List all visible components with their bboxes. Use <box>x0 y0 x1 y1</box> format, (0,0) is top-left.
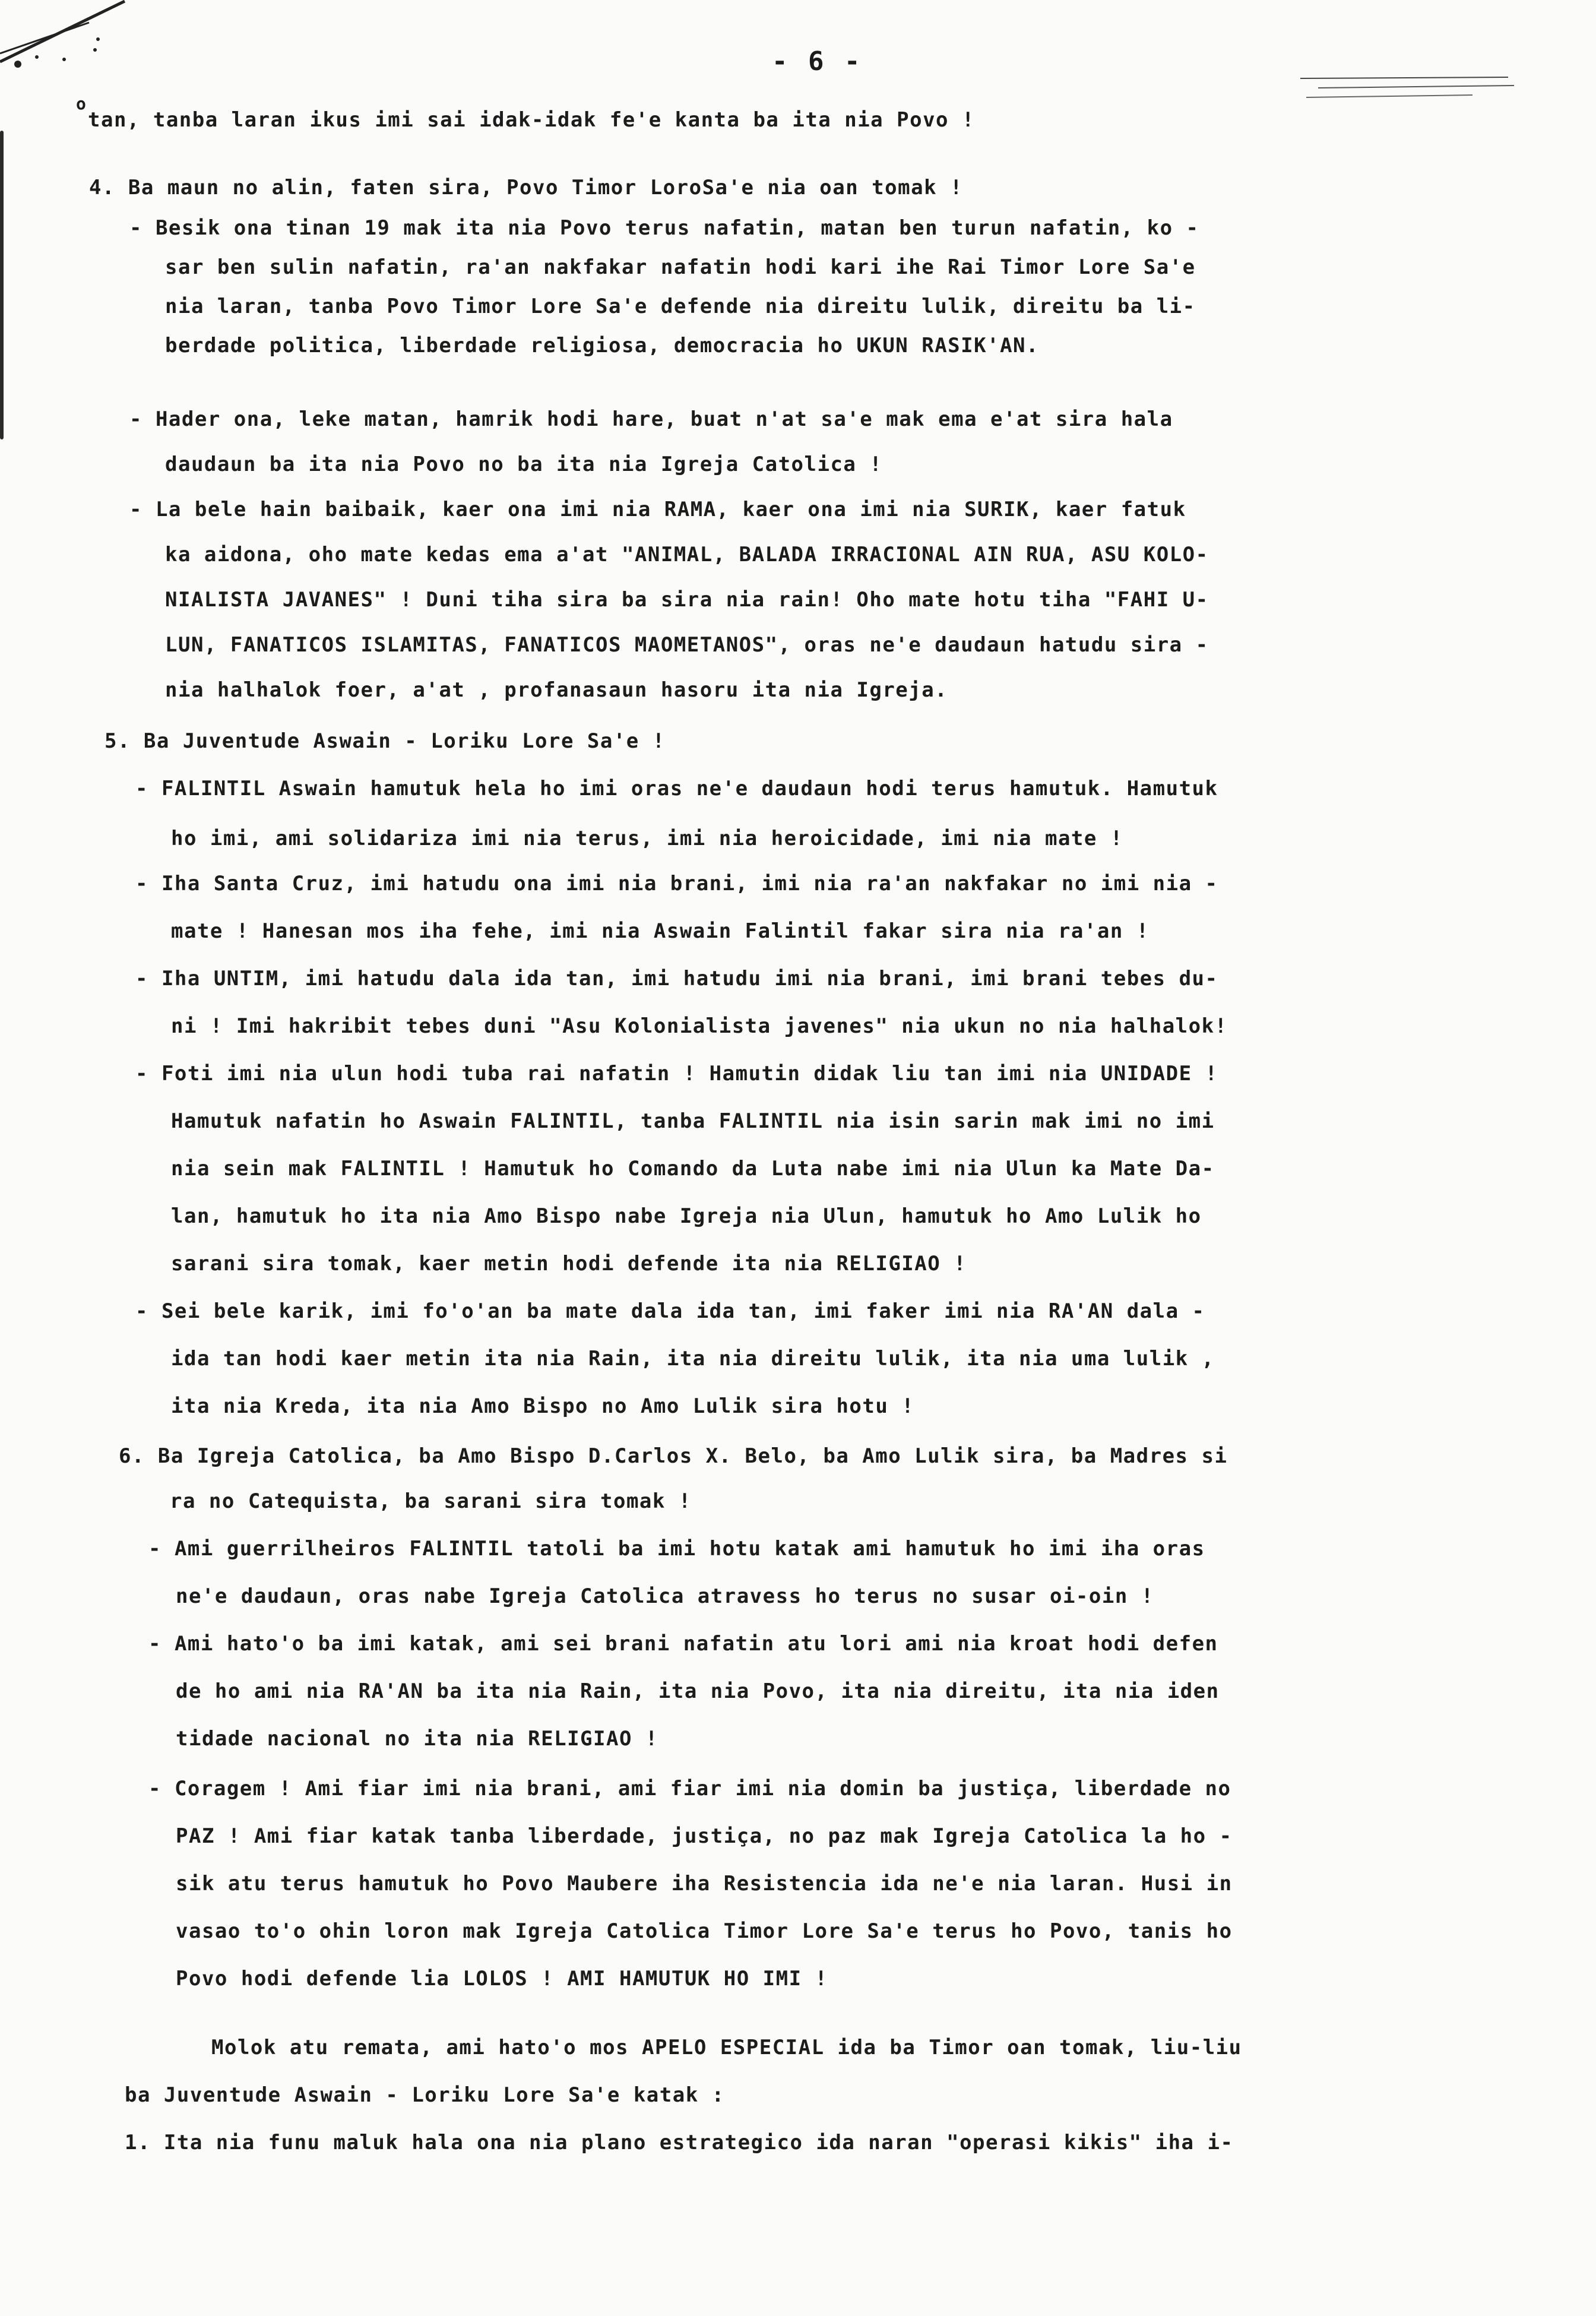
text-line: Povo hodi defende lia LOLOS ! AMI HAMUTUK HO IMI ! <box>176 1967 828 1991</box>
text-line: ita nia Kreda, ita nia Amo Bispo no Amo Lulik sira hotu ! <box>171 1394 915 1418</box>
text-line: 1. Ita nia funu maluk hala ona nia plano estrategico ida naran "operasi kikis" iha i- <box>125 2131 1234 2154</box>
text-line: vasao to'o ohin loron mak Igreja Catolica Timor Lore Sa'e terus ho Povo, tanis ho <box>176 1919 1233 1943</box>
text-line: ho imi, ami solidariza imi nia terus, imi nia heroicidade, imi nia mate ! <box>171 827 1123 850</box>
text-line: ra no Catequista, ba sarani sira tomak ! <box>170 1489 692 1513</box>
section-heading-6: 6. Ba Igreja Catolica, ba Amo Bispo D.Carlos X. Belo, ba Amo Lulik sira, ba Madres si <box>119 1444 1228 1468</box>
page-number: - 6 - <box>772 46 863 77</box>
text-line: Molok atu remata, ami hato'o mos APELO ESPECIAL ida ba Timor oan tomak, liu-liu <box>211 2036 1242 2059</box>
text-line: - Ami guerrilheiros FALINTIL tatoli ba imi hotu katak ami hamutuk ho imi iha oras <box>148 1537 1205 1561</box>
text-line: lan, hamutuk ho ita nia Amo Bispo nabe Igreja nia Ulun, hamutuk ho Amo Lulik ho <box>171 1204 1202 1228</box>
text-line: - Foti imi nia ulun hodi tuba rai nafatin ! Hamutin didak liu tan imi nia UNIDADE ! <box>135 1062 1218 1086</box>
text-line: PAZ ! Ami fiar katak tanba liberdade, justiça, no paz mak Igreja Catolica la ho - <box>176 1824 1233 1848</box>
text-line: berdade politica, liberdade religiosa, democracia ho UKUN RASIK'AN. <box>165 334 1039 357</box>
text-line: ni ! Imi hakribit tebes duni "Asu Kolonialista javenes" nia ukun no nia halhalok! <box>171 1014 1228 1038</box>
text-line: ka aidona, oho mate kedas ema a'at "ANIMAL, BALADA IRRACIONAL AIN RUA, ASU KOLO- <box>165 543 1209 567</box>
text-line: - Iha UNTIM, imi hatudu dala ida tan, imi hatudu imi nia brani, imi brani tebes du- <box>135 967 1218 991</box>
text-line: - Ami hato'o ba imi katak, ami sei brani nafatin atu lori ami nia kroat hodi defen <box>148 1632 1218 1656</box>
text-line: nia sein mak FALINTIL ! Hamutuk ho Comando da Luta nabe imi nia Ulun ka Mate Da- <box>171 1157 1215 1181</box>
text-line: tan, tanba laran ikus imi sai idak-idak fe'e kanta ba ita nia Povo ! <box>88 108 975 132</box>
text-line: sarani sira tomak, kaer metin hodi defende ita nia RELIGIAO ! <box>171 1252 967 1276</box>
text-line: ba Juventude Aswain - Loriku Lore Sa'e katak : <box>125 2083 725 2107</box>
text-line: sar ben sulin nafatin, ra'an nakfakar nafatin hodi kari ihe Rai Timor Lore Sa'e <box>165 255 1196 279</box>
text-line: - Sei bele karik, imi fo'o'an ba mate dala ida tan, imi faker imi nia RA'AN dala - <box>135 1299 1205 1323</box>
text-line: ne'e daudaun, oras nabe Igreja Catolica atravess ho terus no susar oi-oin ! <box>176 1584 1154 1608</box>
top-right-rule-marks <box>1294 71 1520 107</box>
text-line: nia halhalok foer, a'at , profanasaun hasoru ita nia Igreja. <box>165 678 948 702</box>
text-line: - FALINTIL Aswain hamutuk hela ho imi oras ne'e daudaun hodi terus hamutuk. Hamutuk <box>135 777 1218 801</box>
corner-pen-marks <box>0 0 154 77</box>
text-line: tidade nacional no ita nia RELIGIAO ! <box>176 1727 658 1751</box>
text-line: - Besik ona tinan 19 mak ita nia Povo terus nafatin, matan ben turun nafatin, ko - <box>129 216 1199 240</box>
section-heading-5: 5. Ba Juventude Aswain - Loriku Lore Sa'e ! <box>104 729 666 753</box>
degree-mark: o <box>76 94 86 113</box>
text-line: - Iha Santa Cruz, imi hatudu ona imi nia brani, imi nia ra'an nakfakar no imi nia - <box>135 872 1218 896</box>
section-heading-4: 4. Ba maun no alin, faten sira, Povo Timor LoroSa'e nia oan tomak ! <box>89 176 963 200</box>
text-line: daudaun ba ita nia Povo no ba ita nia Igreja Catolica ! <box>165 453 883 476</box>
text-line: NIALISTA JAVANES" ! Duni tiha sira ba sira nia rain! Oho mate hotu tiha "FAHI U- <box>165 588 1209 612</box>
text-line: Hamutuk nafatin ho Aswain FALINTIL, tanba FALINTIL nia isin sarin mak imi no imi <box>171 1109 1215 1133</box>
text-line: de ho ami nia RA'AN ba ita nia Rain, ita nia Povo, ita nia direitu, ita nia iden <box>176 1679 1220 1703</box>
text-line: nia laran, tanba Povo Timor Lore Sa'e defende nia direitu lulik, direitu ba li- <box>165 295 1196 318</box>
left-margin-bracket <box>0 131 4 439</box>
text-line: - La bele hain baibaik, kaer ona imi nia RAMA, kaer ona imi nia SURIK, kaer fatuk <box>129 498 1186 521</box>
text-line: LUN, FANATICOS ISLAMITAS, FANATICOS MAOMETANOS", oras ne'e daudaun hatudu sira - <box>165 633 1209 657</box>
text-line: - Coragem ! Ami fiar imi nia brani, ami fiar imi nia domin ba justiça, liberdade no <box>148 1777 1231 1801</box>
text-line: mate ! Hanesan mos iha fehe, imi nia Aswain Falintil fakar sira nia ra'an ! <box>171 919 1150 943</box>
text-line: - Hader ona, leke matan, hamrik hodi hare, buat n'at sa'e mak ema e'at sira hala <box>129 407 1173 431</box>
text-line: sik atu terus hamutuk ho Povo Maubere iha Resistencia ida ne'e nia laran. Husi in <box>176 1872 1233 1896</box>
text-line: ida tan hodi kaer metin ita nia Rain, ita nia direitu lulik, ita nia uma lulik , <box>171 1347 1215 1371</box>
